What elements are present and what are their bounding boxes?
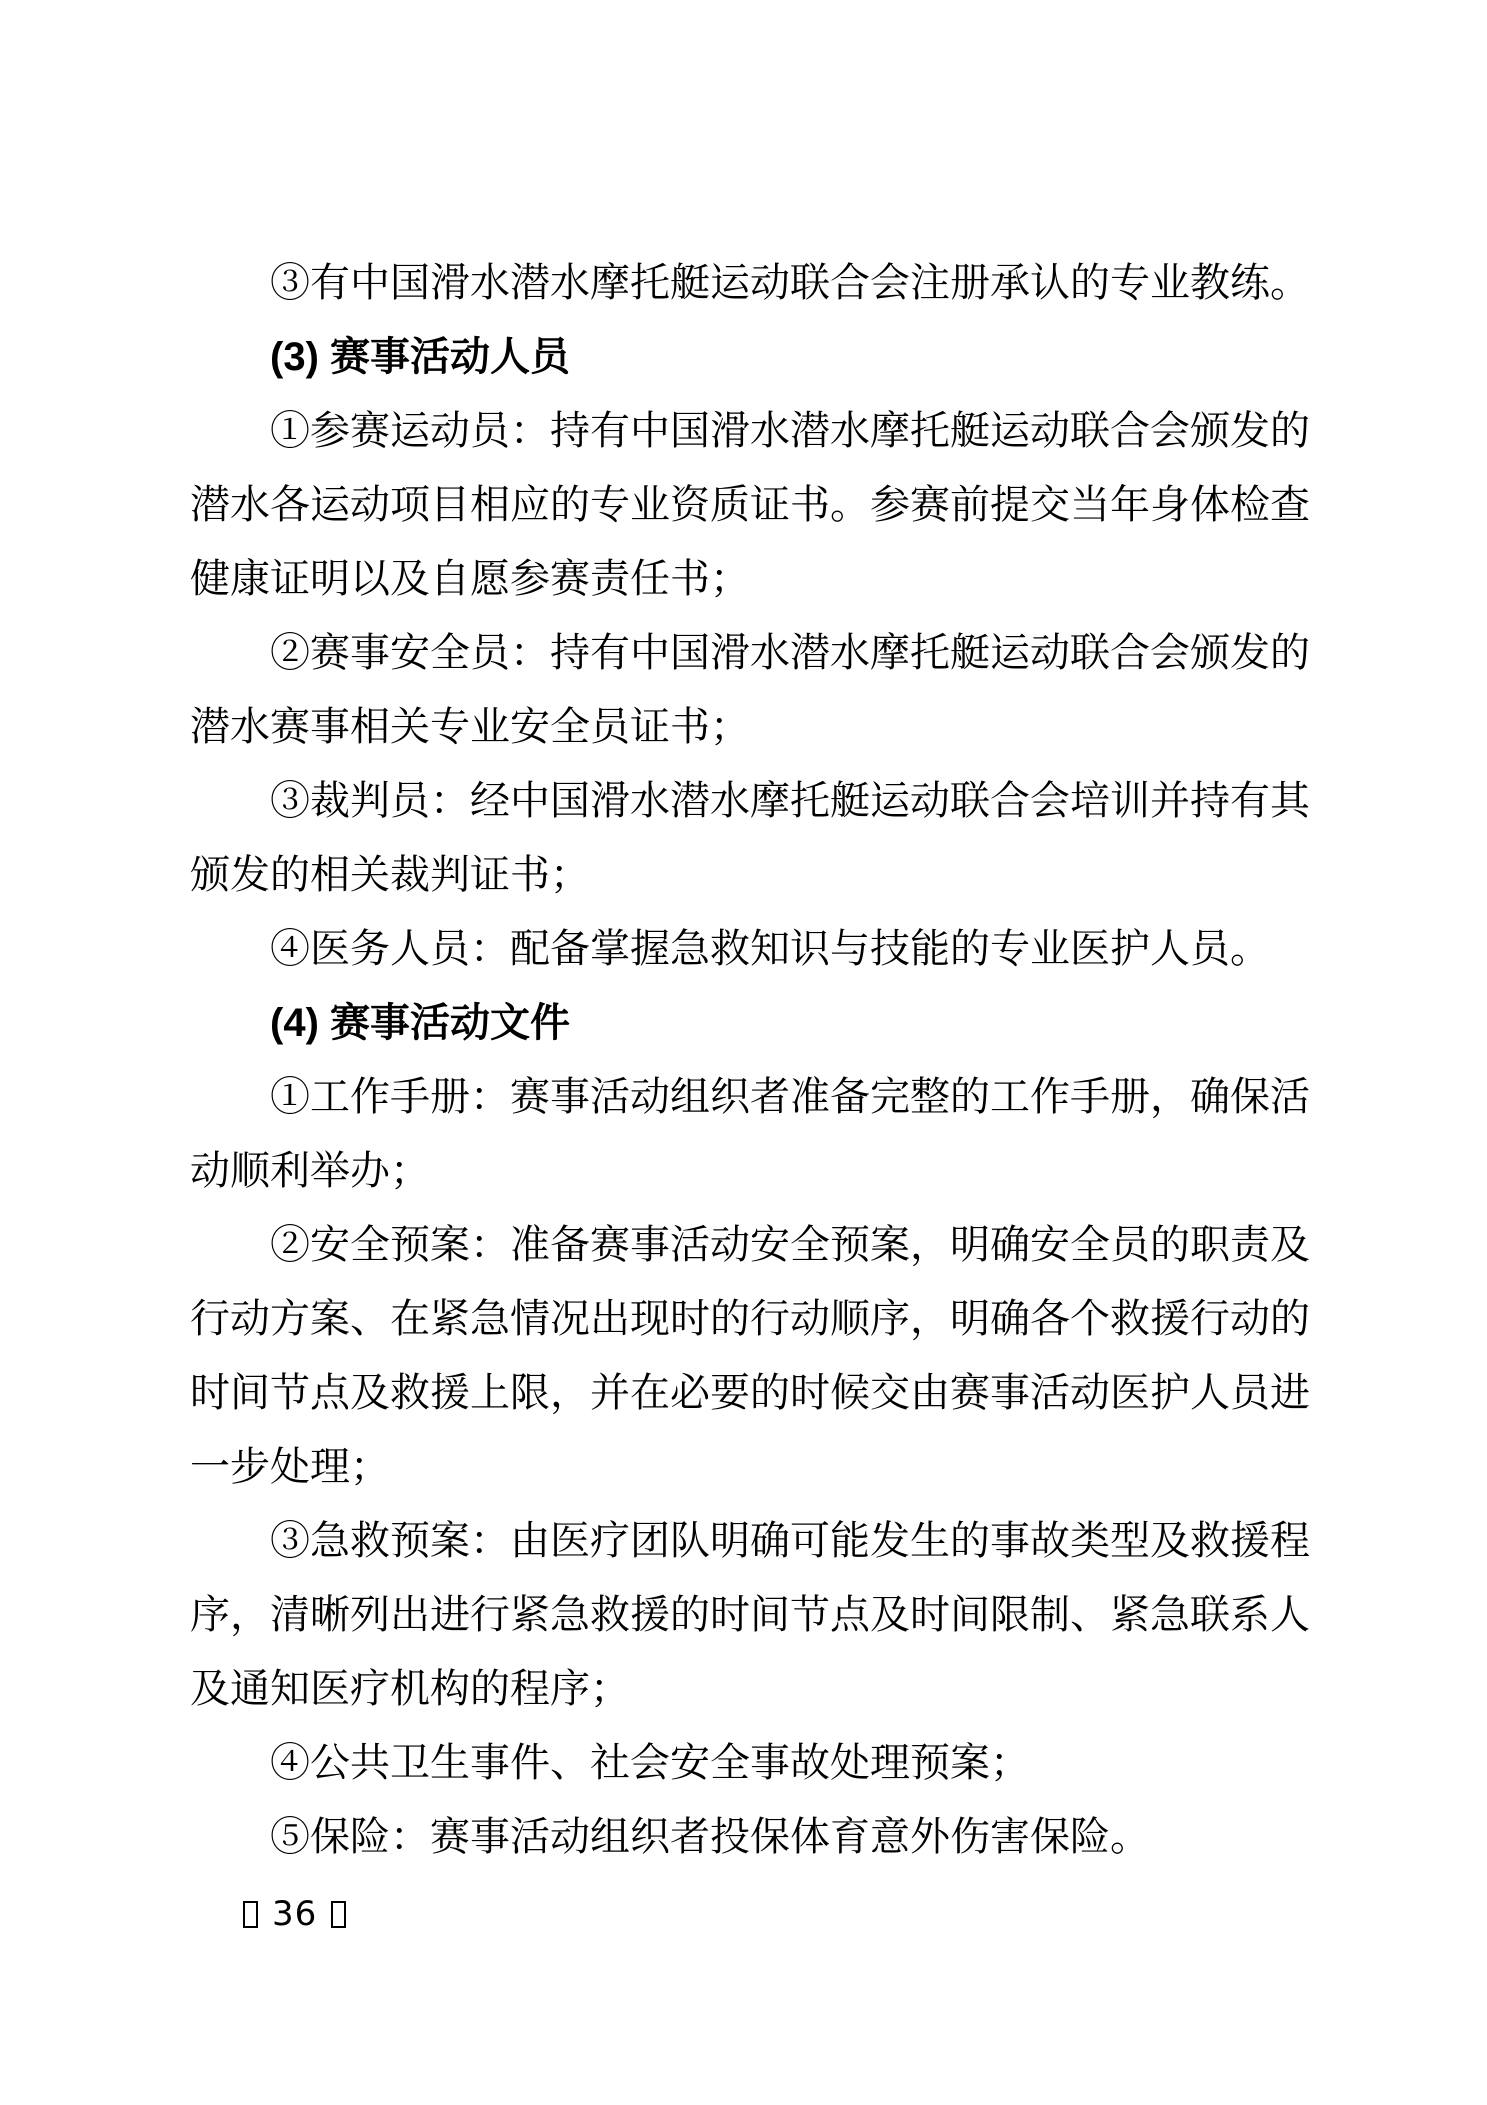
missing-glyph-box-icon [331,1901,346,1928]
text-line: ②赛事安全员：持有中国滑水潜水摩托艇运动联合会颁发的 [270,630,1310,675]
text-line: ④公共卫生事件、社会安全事故处理预案； [270,1740,1030,1785]
text-line: ③裁判员：经中国滑水潜水摩托艇运动联合会培训并持有其 [270,778,1310,823]
text-line: ②安全预案：准备赛事活动安全预案，明确安全员的职责及 [270,1222,1310,1267]
document-body [190,246,1314,1874]
text-line: 序，清晰列出进行紧急救援的时间节点及时间限制、紧急联系人 [190,1592,1310,1637]
text-line: 时间节点及救援上限，并在必要的时候交由赛事活动医护人员进 [190,1370,1310,1415]
heading-line: (4) 赛事活动文件 [270,1001,570,1045]
text-line: 动顺利举办； [190,1148,430,1193]
text-line: ①参赛运动员：持有中国滑水潜水摩托艇运动联合会颁发的 [270,408,1310,453]
page-number: 36 [272,1894,318,1934]
text-line: ⑤保险：赛事活动组织者投保体育意外伤害保险。 [270,1814,1150,1859]
page-footer [243,1896,346,1932]
text-line: 行动方案、在紧急情况出现时的行动顺序，明确各个救援行动的 [190,1296,1310,1341]
missing-glyph-box-icon [243,1901,258,1928]
text-line: ①工作手册：赛事活动组织者准备完整的工作手册，确保活 [270,1074,1310,1119]
text-line: ③急救预案：由医疗团队明确可能发生的事故类型及救援程 [270,1518,1310,1563]
text-line: ④医务人员：配备掌握急救知识与技能的专业医护人员。 [270,926,1270,971]
text-line: 一步处理； [190,1444,390,1489]
text-line: 及通知医疗机构的程序； [190,1666,630,1711]
text-line: 潜水各运动项目相应的专业资质证书。参赛前提交当年身体检查 [190,482,1310,527]
text-line: ③有中国滑水潜水摩托艇运动联合会注册承认的专业教练。 [270,260,1310,305]
text-line: 健康证明以及自愿参赛责任书； [190,556,750,601]
text-line: 颁发的相关裁判证书； [190,852,590,897]
heading-line: (3) 赛事活动人员 [270,335,570,379]
text-line: 潜水赛事相关专业安全员证书； [190,704,750,749]
